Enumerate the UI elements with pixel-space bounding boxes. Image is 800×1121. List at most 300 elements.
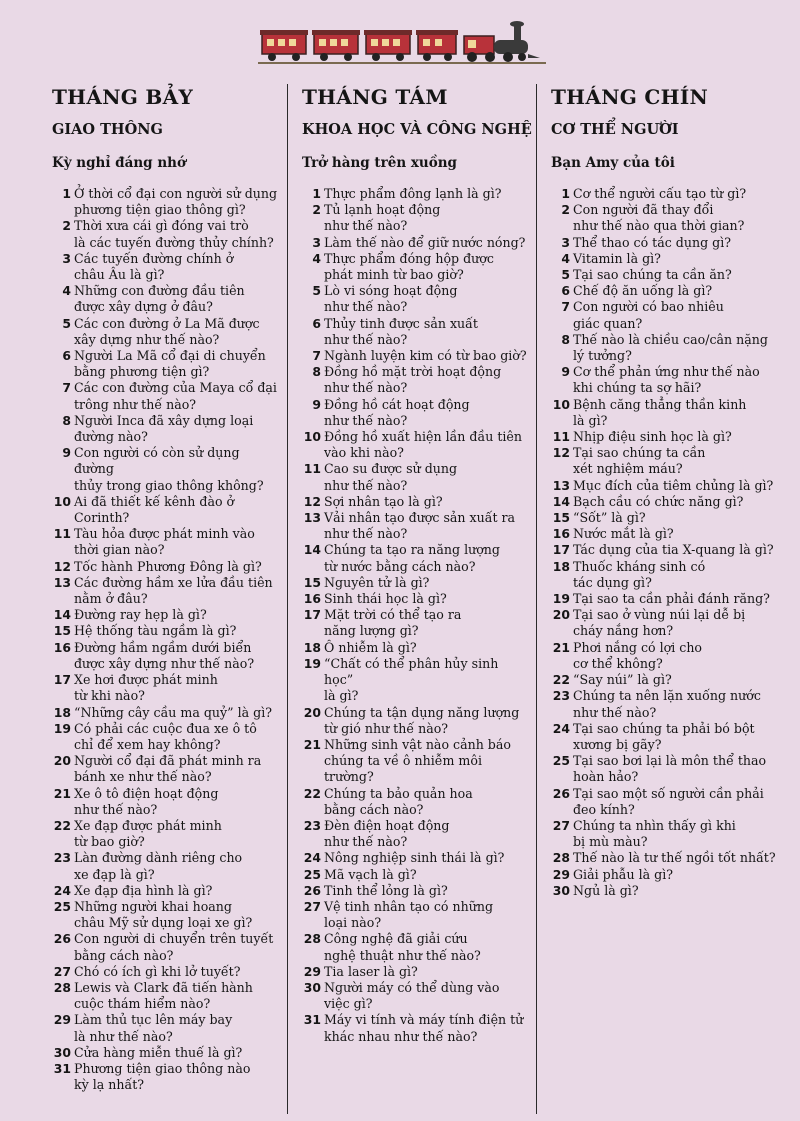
question-item bbox=[302, 964, 530, 980]
question-item bbox=[551, 332, 786, 364]
question-item bbox=[551, 672, 786, 688]
question-text-line: vào khi nào? bbox=[324, 445, 404, 461]
month-title: THÁNG CHÍN bbox=[551, 85, 709, 109]
question-text-line: Nông nghiệp sinh thái là gì? bbox=[324, 850, 505, 866]
question-text-line: bằng phương tiện gì? bbox=[74, 364, 210, 380]
question-text-line: được xây dựng như thế nào? bbox=[74, 655, 255, 671]
question-item bbox=[52, 348, 282, 380]
question-number: 26 bbox=[53, 931, 71, 947]
question-number: 20 bbox=[303, 704, 321, 720]
question-item bbox=[302, 202, 530, 234]
question-item bbox=[551, 478, 786, 494]
question-number: 21 bbox=[303, 736, 321, 752]
question-item bbox=[302, 705, 530, 737]
question-item bbox=[52, 380, 282, 412]
question-text-line: Đèn điện hoạt động bbox=[324, 817, 450, 833]
question-text-line: châu Âu là gì? bbox=[74, 267, 165, 283]
question-number: 30 bbox=[53, 1044, 71, 1060]
train-car-icon bbox=[416, 30, 458, 61]
question-number: 15 bbox=[303, 574, 321, 590]
question-item bbox=[52, 526, 282, 558]
question-text-line: như thế nào? bbox=[324, 380, 408, 396]
question-text-line: bánh xe như thế nào? bbox=[74, 769, 212, 785]
question-text-line: Thể thao có tác dụng gì? bbox=[573, 234, 731, 250]
question-text-line: Chúng ta nhìn thấy gì khi bbox=[573, 817, 736, 833]
question-text-line: Chúng ta nên lặn xuống nước bbox=[573, 688, 761, 704]
question-item bbox=[302, 867, 530, 883]
question-number: 24 bbox=[53, 882, 71, 898]
question-text-line: Những con đường đầu tiên bbox=[74, 283, 245, 299]
train-car-icon bbox=[312, 30, 360, 61]
question-number: 29 bbox=[552, 866, 570, 882]
question-text-line: bằng cách nào? bbox=[74, 947, 174, 963]
question-number: 27 bbox=[53, 963, 71, 979]
question-text-line: Con người có bao nhiêu bbox=[573, 299, 724, 315]
question-item bbox=[551, 283, 786, 299]
question-number: 10 bbox=[552, 396, 570, 412]
question-item bbox=[551, 607, 786, 639]
question-text-line: năng lượng gì? bbox=[324, 623, 419, 639]
question-text-line: Cao su được sử dụng bbox=[324, 461, 458, 477]
question-text-line: Vải nhân tạo được sản xuất ra bbox=[324, 510, 516, 526]
question-text-line: Cơ thể phản ứng như thế nào bbox=[573, 364, 760, 380]
question-text-line: việc gì? bbox=[324, 996, 373, 1012]
question-text-line: nghệ thuật như thế nào? bbox=[324, 947, 481, 963]
question-number: 11 bbox=[53, 526, 71, 542]
question-item bbox=[302, 591, 530, 607]
question-number: 3 bbox=[312, 234, 321, 250]
month-column-august bbox=[302, 78, 530, 1118]
question-text-line: Tại sao một số người cần phải bbox=[573, 785, 764, 801]
question-item bbox=[551, 235, 786, 251]
question-text-line: Ngành luyện kim có từ bao giờ? bbox=[324, 348, 527, 364]
question-number: 5 bbox=[62, 315, 71, 331]
question-item bbox=[52, 607, 282, 623]
question-text-line: đeo kính? bbox=[573, 801, 635, 817]
question-item bbox=[551, 542, 786, 558]
question-text-line: từ nước bằng cách nào? bbox=[324, 558, 476, 574]
question-number: 19 bbox=[53, 720, 71, 736]
question-item bbox=[302, 283, 530, 315]
question-text-line: như thế nào? bbox=[324, 834, 408, 850]
train-car-icon bbox=[364, 30, 412, 61]
question-number: 1 bbox=[312, 186, 321, 201]
month-column-july bbox=[52, 78, 282, 1118]
question-text-line: Đồng hồ xuất hiện lần đầu tiên bbox=[324, 429, 522, 445]
question-item bbox=[302, 883, 530, 899]
question-item bbox=[302, 461, 530, 493]
question-item bbox=[302, 429, 530, 461]
question-number: 7 bbox=[561, 299, 570, 315]
question-text-line: Thế nào là tư thế ngồi tốt nhất? bbox=[573, 850, 776, 866]
question-number: 23 bbox=[303, 817, 321, 833]
question-text-line: Người máy có thể dùng vào bbox=[324, 979, 500, 995]
question-text-line: Sinh thái học là gì? bbox=[324, 591, 447, 607]
question-item bbox=[551, 591, 786, 607]
question-text-line: như thế nào? bbox=[324, 331, 408, 347]
question-text-line: Tủ lạnh hoạt động bbox=[324, 202, 441, 218]
question-text-line: Những sinh vật nào cảnh báo bbox=[324, 736, 511, 752]
question-item bbox=[302, 1012, 530, 1044]
question-text-line: Xe ô tô điện hoạt động bbox=[74, 785, 219, 801]
question-item bbox=[52, 899, 282, 931]
question-text-line: lý tưởng? bbox=[573, 348, 632, 364]
question-text-line: Tại sao chúng ta cần ăn? bbox=[573, 267, 732, 283]
question-text-line: Sợi nhân tạo là gì? bbox=[324, 493, 443, 509]
question-item bbox=[302, 899, 530, 931]
question-text-line: Tinh thể lỏng là gì? bbox=[324, 882, 448, 898]
month-title: THÁNG TÁM bbox=[302, 85, 448, 109]
question-text-line: Tại sao ta cần phải đánh răng? bbox=[573, 591, 770, 607]
question-text-line: Lò vi sóng hoạt động bbox=[324, 283, 458, 299]
question-text-line: Cửa hàng miễn thuế là gì? bbox=[74, 1044, 243, 1060]
question-number: 25 bbox=[303, 866, 321, 882]
question-text-line: giác quan? bbox=[573, 315, 643, 331]
question-item bbox=[551, 267, 786, 283]
question-text-line: Corinth? bbox=[74, 510, 130, 526]
question-number: 22 bbox=[552, 672, 570, 688]
question-text-line: Tác dụng của tia X-quang là gì? bbox=[573, 542, 774, 558]
question-text-line: chúng ta về ô nhiễm môi trường? bbox=[324, 753, 482, 785]
question-item bbox=[52, 623, 282, 639]
question-item bbox=[551, 494, 786, 510]
column-divider bbox=[536, 84, 537, 1114]
question-item bbox=[52, 1012, 282, 1044]
question-number: 28 bbox=[552, 850, 570, 866]
question-text-line: xương bị gãy? bbox=[573, 736, 662, 752]
question-item bbox=[52, 1045, 282, 1061]
question-text-line: Xe đạp địa hình là gì? bbox=[74, 882, 213, 898]
question-number: 25 bbox=[53, 898, 71, 914]
question-number: 8 bbox=[312, 364, 321, 380]
question-item bbox=[52, 964, 282, 980]
question-item bbox=[551, 688, 786, 720]
question-item bbox=[551, 753, 786, 785]
question-text-line: bị mù màu? bbox=[573, 834, 648, 850]
question-text-line: Xe hơi được phát minh bbox=[74, 672, 218, 688]
story-title: Kỳ nghỉ đáng nhớ bbox=[52, 155, 186, 171]
question-text-line: Thuốc kháng sinh có bbox=[573, 558, 706, 574]
question-text-line: xây dựng như thế nào? bbox=[74, 331, 220, 347]
question-number: 18 bbox=[303, 639, 321, 655]
question-text-line: Những người khai hoang bbox=[74, 898, 232, 914]
question-item bbox=[52, 316, 282, 348]
question-text-line: khi chúng ta sợ hãi? bbox=[573, 380, 702, 396]
question-text-line: khác nhau như thế nào? bbox=[324, 1028, 478, 1044]
question-number: 8 bbox=[561, 331, 570, 347]
question-number: 31 bbox=[53, 1060, 71, 1076]
question-item bbox=[302, 510, 530, 542]
question-number: 16 bbox=[552, 526, 570, 542]
question-text-line: Ô nhiễm là gì? bbox=[324, 639, 417, 655]
question-item bbox=[302, 542, 530, 574]
question-text-line: Con người di chuyển trên tuyết bbox=[74, 931, 274, 947]
question-text-line: là gì? bbox=[573, 412, 608, 428]
question-number: 27 bbox=[303, 898, 321, 914]
question-item bbox=[52, 931, 282, 963]
question-number: 29 bbox=[53, 1012, 71, 1028]
question-number: 18 bbox=[53, 704, 71, 720]
question-number: 13 bbox=[303, 510, 321, 526]
question-number: 10 bbox=[53, 493, 71, 509]
question-item bbox=[52, 218, 282, 250]
question-item bbox=[551, 510, 786, 526]
question-number: 12 bbox=[53, 558, 71, 574]
question-text-line: Chúng ta tận dụng năng lượng bbox=[324, 704, 520, 720]
question-number: 13 bbox=[53, 574, 71, 590]
train-car-icon bbox=[260, 30, 308, 61]
question-text-line: kỳ lạ nhất? bbox=[74, 1077, 145, 1093]
story-title: Trở hàng trên xuồng bbox=[302, 155, 457, 171]
question-text-line: Nước mắt là gì? bbox=[573, 526, 674, 542]
question-text-line: Tia laser là gì? bbox=[324, 963, 418, 979]
question-text-line: Thực phẩm đông lạnh là gì? bbox=[324, 186, 502, 201]
question-item bbox=[52, 818, 282, 850]
question-item bbox=[52, 283, 282, 315]
question-text-line: Vệ tinh nhân tạo có những bbox=[324, 898, 494, 914]
question-text-line: Đường ray hẹp là gì? bbox=[74, 607, 207, 623]
question-text-line: loại nào? bbox=[324, 915, 382, 931]
question-text-line: như thế nào? bbox=[324, 526, 408, 542]
question-number: 7 bbox=[62, 380, 71, 396]
question-text-line: Mã vạch là gì? bbox=[324, 866, 417, 882]
contents-columns bbox=[0, 78, 800, 1118]
question-number: 4 bbox=[561, 250, 570, 266]
question-item bbox=[52, 445, 282, 494]
question-item bbox=[52, 672, 282, 704]
question-text-line: Con người đã thay đổi bbox=[573, 202, 714, 218]
question-number: 6 bbox=[312, 315, 321, 331]
question-text-line: Tại sao ở vùng núi lại dễ bị bbox=[573, 607, 746, 623]
question-text-line: phương tiện giao thông gì? bbox=[74, 202, 246, 218]
question-item bbox=[302, 818, 530, 850]
question-number: 22 bbox=[53, 817, 71, 833]
question-text-line: Người Inca đã xây dựng loại bbox=[74, 412, 254, 428]
question-item bbox=[302, 607, 530, 639]
question-number: 11 bbox=[303, 461, 321, 477]
question-item bbox=[551, 445, 786, 477]
question-item bbox=[551, 251, 786, 267]
question-item bbox=[302, 656, 530, 705]
question-text-line: Nguyên tử là gì? bbox=[324, 574, 430, 590]
question-item bbox=[52, 1061, 282, 1093]
question-text-line: Các đường hầm xe lửa đầu tiên bbox=[74, 574, 273, 590]
question-text-line: chỉ để xem hay không? bbox=[74, 736, 221, 752]
question-text-line: như thế nào? bbox=[324, 412, 408, 428]
question-text-line: như thế nào? bbox=[74, 801, 158, 817]
question-number: 19 bbox=[303, 655, 321, 671]
question-text-line: xe đạp là gì? bbox=[74, 866, 155, 882]
question-text-line: Làn đường dành riêng cho bbox=[74, 850, 243, 866]
question-item bbox=[52, 705, 282, 721]
question-number: 12 bbox=[303, 493, 321, 509]
question-number: 20 bbox=[552, 607, 570, 623]
question-number: 5 bbox=[312, 283, 321, 299]
question-text-line: cháy nắng hơn? bbox=[573, 623, 674, 639]
question-number: 10 bbox=[303, 429, 321, 445]
question-number: 1 bbox=[561, 186, 570, 201]
question-number: 17 bbox=[53, 672, 71, 688]
question-item bbox=[551, 186, 786, 202]
question-item bbox=[302, 397, 530, 429]
question-text-line: Chế độ ăn uống là gì? bbox=[573, 283, 713, 299]
question-text-line: Các tuyến đường chính ở bbox=[74, 250, 234, 266]
question-text-line: Thời xưa cái gì đóng vai trò bbox=[74, 218, 249, 234]
question-text-line: Tại sao chúng ta phải bó bột bbox=[573, 720, 755, 736]
theme-title: CƠ THỂ NGƯỜI bbox=[551, 121, 679, 138]
question-item bbox=[551, 786, 786, 818]
question-text-line: xét nghiệm máu? bbox=[573, 461, 683, 477]
question-number: 14 bbox=[552, 493, 570, 509]
question-text-line: được xây dựng ở đâu? bbox=[74, 299, 213, 315]
question-number: 21 bbox=[53, 785, 71, 801]
question-text-line: thủy trong giao thông không? bbox=[74, 477, 264, 493]
question-number: 14 bbox=[53, 607, 71, 623]
question-number: 2 bbox=[561, 202, 570, 218]
question-text-line: “Sốt” là gì? bbox=[573, 510, 646, 526]
question-text-line: Lewis và Clark đã tiến hành bbox=[74, 979, 253, 995]
question-item bbox=[551, 364, 786, 396]
question-text-line: Ai đã thiết kế kênh đào ở bbox=[74, 493, 235, 509]
question-number: 20 bbox=[53, 753, 71, 769]
question-number: 6 bbox=[561, 283, 570, 299]
question-list bbox=[52, 186, 282, 1093]
question-item bbox=[551, 526, 786, 542]
question-item bbox=[52, 559, 282, 575]
question-text-line: trông như thế nào? bbox=[74, 396, 197, 412]
question-number: 12 bbox=[552, 445, 570, 461]
question-text-line: Các con đường của Maya cổ đại bbox=[74, 380, 277, 396]
question-item bbox=[302, 786, 530, 818]
question-item bbox=[302, 980, 530, 1012]
train-illustration bbox=[258, 18, 548, 66]
question-text-line: bằng cách nào? bbox=[324, 801, 424, 817]
question-number: 29 bbox=[303, 963, 321, 979]
question-text-line: Ở thời cổ đại con người sử dụng bbox=[74, 186, 278, 201]
question-number: 23 bbox=[53, 850, 71, 866]
question-item bbox=[302, 640, 530, 656]
question-text-line: Đồng hồ mặt trời hoạt động bbox=[324, 364, 502, 380]
question-text-line: Làm thủ tục lên máy bay bbox=[74, 1012, 233, 1028]
question-text-line: Ngủ là gì? bbox=[573, 882, 639, 898]
question-item bbox=[551, 559, 786, 591]
question-text-line: Chúng ta bảo quản hoa bbox=[324, 785, 473, 801]
theme-title: KHOA HỌC VÀ CÔNG NGHỆ bbox=[302, 121, 532, 138]
question-number: 5 bbox=[561, 267, 570, 283]
question-item bbox=[52, 251, 282, 283]
month-column-september bbox=[551, 78, 786, 1118]
question-text-line: như thế nào? bbox=[324, 299, 408, 315]
question-number: 26 bbox=[552, 785, 570, 801]
question-text-line: Thủy tinh được sản xuất bbox=[324, 315, 478, 331]
question-item bbox=[551, 867, 786, 883]
question-text-line: là các tuyến đường thủy chính? bbox=[74, 234, 274, 250]
question-number: 13 bbox=[552, 477, 570, 493]
question-text-line: thời gian nào? bbox=[74, 542, 165, 558]
question-item bbox=[551, 299, 786, 331]
question-number: 3 bbox=[561, 234, 570, 250]
question-text-line: Thực phẩm đóng hộp được bbox=[324, 250, 494, 266]
question-number: 19 bbox=[552, 591, 570, 607]
question-item bbox=[302, 494, 530, 510]
question-item bbox=[551, 397, 786, 429]
question-item bbox=[52, 413, 282, 445]
question-item bbox=[302, 364, 530, 396]
question-item bbox=[551, 202, 786, 234]
question-number: 2 bbox=[312, 202, 321, 218]
question-number: 15 bbox=[53, 623, 71, 639]
question-item bbox=[551, 429, 786, 445]
question-number: 27 bbox=[552, 817, 570, 833]
question-text-line: Nhịp điệu sinh học là gì? bbox=[573, 429, 732, 445]
question-number: 16 bbox=[53, 639, 71, 655]
question-text-line: Tại sao bơi lại là môn thể thao bbox=[573, 753, 767, 769]
question-text-line: cơ thể không? bbox=[573, 655, 663, 671]
question-number: 28 bbox=[303, 931, 321, 947]
question-number: 21 bbox=[552, 639, 570, 655]
question-text-line: Làm thế nào để giữ nước nóng? bbox=[324, 234, 526, 250]
question-text-line: Con người có còn sử dụng đường bbox=[74, 445, 240, 477]
question-text-line: Chúng ta tạo ra năng lượng bbox=[324, 542, 500, 558]
question-item bbox=[302, 575, 530, 591]
question-number: 1 bbox=[62, 186, 71, 201]
question-text-line: “Chất có thể phân hủy sinh học” bbox=[324, 655, 499, 688]
question-text-line: Cơ thể người cấu tạo từ gì? bbox=[573, 186, 747, 201]
question-text-line: cuộc thám hiểm nào? bbox=[74, 996, 211, 1012]
question-number: 24 bbox=[303, 850, 321, 866]
question-text-line: Tàu hỏa được phát minh vào bbox=[74, 526, 255, 542]
question-text-line: từ bao giờ? bbox=[74, 834, 145, 850]
question-text-line: Người cổ đại đã phát minh ra bbox=[74, 753, 262, 769]
question-text-line: Có phải các cuộc đua xe ô tô bbox=[74, 720, 257, 736]
question-number: 9 bbox=[561, 364, 570, 380]
question-list bbox=[551, 186, 786, 899]
question-number: 28 bbox=[53, 979, 71, 995]
question-number: 30 bbox=[552, 882, 570, 898]
question-list bbox=[302, 186, 530, 1045]
question-text-line: nằm ở đâu? bbox=[74, 591, 148, 607]
question-number: 14 bbox=[303, 542, 321, 558]
question-text-line: Hệ thống tàu ngầm là gì? bbox=[74, 623, 237, 639]
question-text-line: Máy vi tính và máy tính điện tử bbox=[324, 1012, 524, 1028]
question-text-line: Tại sao chúng ta cần bbox=[573, 445, 706, 461]
question-number: 9 bbox=[62, 445, 71, 461]
question-number: 2 bbox=[62, 218, 71, 234]
question-item bbox=[52, 980, 282, 1012]
question-text-line: Các con đường ở La Mã được bbox=[74, 315, 260, 331]
question-item bbox=[52, 640, 282, 672]
question-item bbox=[52, 850, 282, 882]
question-number: 6 bbox=[62, 348, 71, 364]
question-text-line: Bạch cầu có chức năng gì? bbox=[573, 493, 744, 509]
question-number: 16 bbox=[303, 591, 321, 607]
question-number: 31 bbox=[303, 1012, 321, 1028]
question-text-line: là như thế nào? bbox=[74, 1028, 173, 1044]
question-text-line: Thế nào là chiều cao/cân nặng bbox=[573, 331, 768, 347]
question-item bbox=[52, 186, 282, 218]
question-number: 26 bbox=[303, 882, 321, 898]
question-number: 3 bbox=[62, 250, 71, 266]
question-text-line: Mặt trời có thể tạo ra bbox=[324, 607, 462, 623]
question-number: 17 bbox=[552, 542, 570, 558]
question-number: 22 bbox=[303, 785, 321, 801]
question-number: 9 bbox=[312, 396, 321, 412]
question-item bbox=[551, 883, 786, 899]
question-text-line: “Say núi” là gì? bbox=[573, 672, 672, 688]
question-item bbox=[551, 721, 786, 753]
locomotive-icon bbox=[464, 21, 540, 62]
question-number: 30 bbox=[303, 979, 321, 995]
